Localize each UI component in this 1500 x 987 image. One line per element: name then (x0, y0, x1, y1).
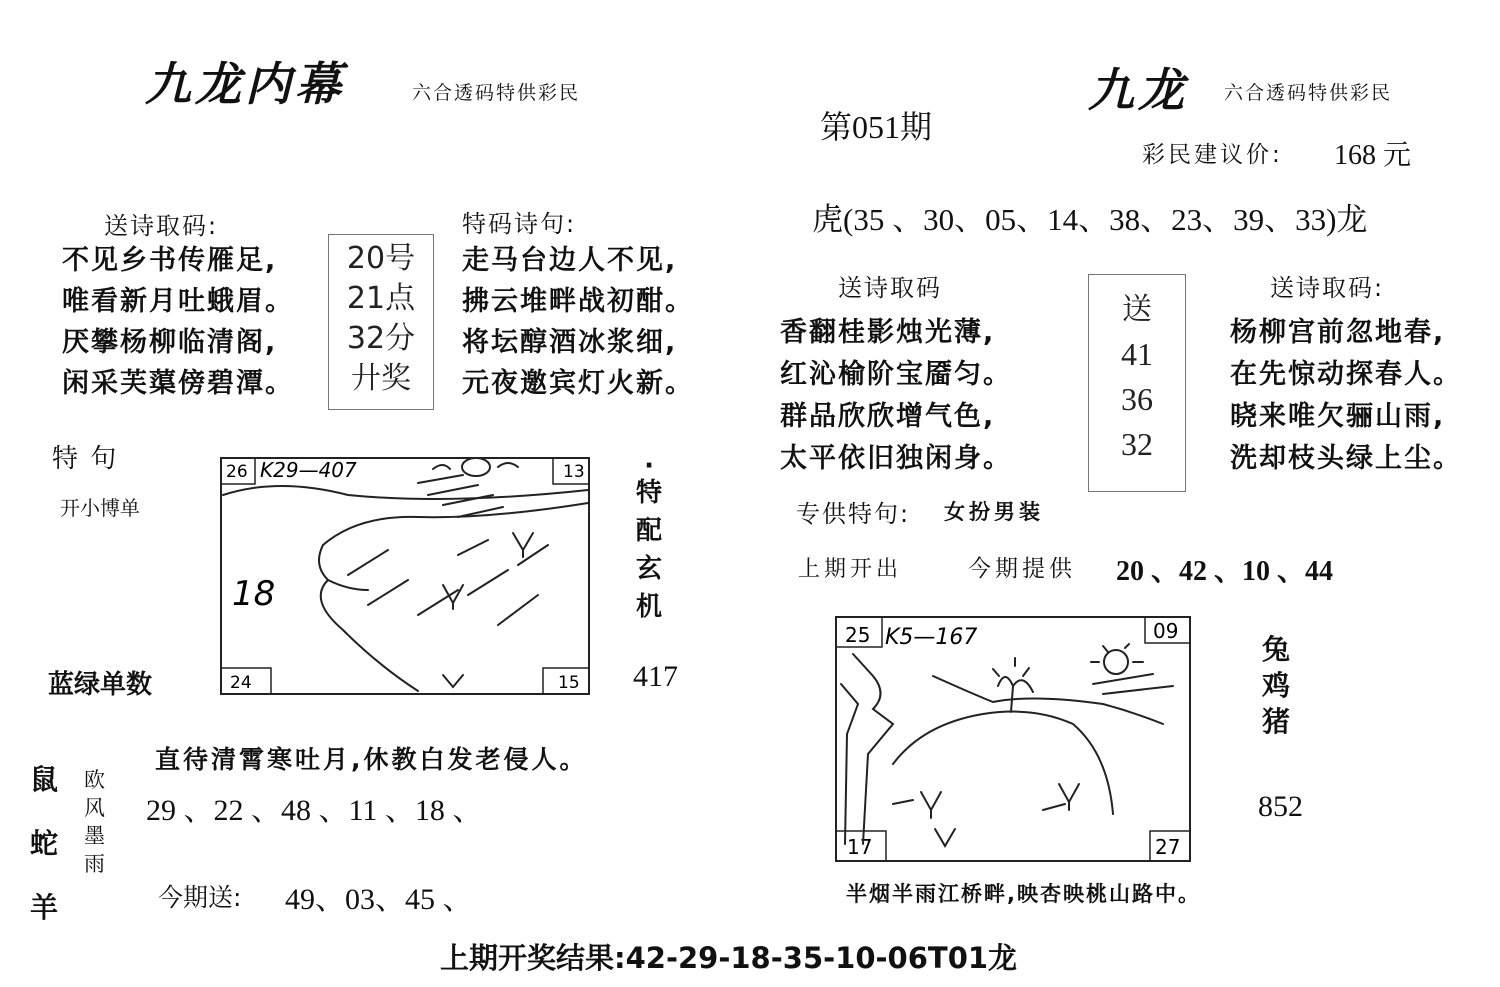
right-title: 九龙 (1088, 63, 1188, 117)
small-vertical (84, 766, 105, 878)
poem-line: 红沁榆阶宝靥匀。 (780, 359, 1012, 390)
right-center-box (1088, 274, 1186, 492)
vertical-char: · (644, 451, 654, 481)
poem-line: 洗却枝头绿上尘。 (1230, 443, 1462, 474)
small-char: 欧 (84, 768, 105, 792)
box-item: 41 (1121, 336, 1153, 372)
vertical-char: 配 (636, 516, 663, 546)
left-poem (62, 240, 294, 404)
poem-line: 香翻桂影烛光薄, (780, 317, 996, 348)
left-special-poem (462, 240, 694, 404)
right-poem-left (780, 312, 1012, 480)
side-label: 蓝绿单数 (48, 670, 153, 700)
right-poem-right (1230, 312, 1462, 480)
zodiac-char: 蛇 (30, 827, 59, 860)
right-side-number: 852 (1258, 790, 1303, 823)
price-label: 彩民建议价: (1142, 142, 1283, 168)
poem-line: 闲采芙蕖傍碧潭。 (62, 368, 294, 399)
provide-numbers: 20 、42 、10 、44 (1116, 556, 1334, 587)
poem-line: 群品欣欣增气色, (780, 401, 996, 432)
right-poem-heading-left: 送诗取码 (838, 274, 942, 302)
right-vertical-text (1262, 632, 1290, 740)
corner-br: 27 (1155, 835, 1181, 859)
issue-number: 第051期 (820, 109, 933, 145)
sketch-strokes (223, 458, 588, 691)
left-special-heading: 特码诗句: (462, 210, 577, 238)
today-label: 今期送: (158, 883, 242, 912)
last-open-label: 上期开出 (798, 557, 903, 582)
left-sketch (218, 455, 592, 697)
poem-line: 唯看新月吐蛾眉。 (62, 286, 294, 317)
vertical-char: 机 (636, 592, 663, 622)
poem-line: 杨柳宫前忽地春, (1230, 317, 1446, 348)
footer-results: 上期开奖结果:42-29-18-35-10-06T01龙 (440, 941, 1018, 975)
corner-tl: 25 (845, 623, 871, 647)
box-item: 20号 (346, 241, 416, 276)
box-item: 36 (1121, 381, 1153, 417)
left-poem-line: 直待清霄寒吐月,休教白发老侵人。 (155, 745, 588, 774)
left-subtitle: 六合透码特供彩民 (412, 82, 581, 104)
right-subtitle: 六合透码特供彩民 (1224, 82, 1393, 104)
sketch-strokes (841, 644, 1173, 846)
provide-label: 今期提供 (968, 556, 1076, 582)
poem-line: 在先惊动探春人。 (1230, 359, 1462, 390)
corner-br: 15 (558, 673, 580, 693)
small-char: 风 (84, 796, 105, 820)
small-char: 墨 (84, 824, 105, 848)
left-title: 九龙内幕 (145, 57, 345, 111)
vertical-char: 猪 (1262, 705, 1291, 738)
corner-bl: 24 (230, 673, 252, 693)
zodiac-char: 鼠 (30, 763, 59, 796)
box-item: 21点 (346, 281, 416, 316)
zodiac-char: 羊 (30, 891, 59, 924)
special-text: 女扮男装 (944, 500, 1044, 524)
zodiac-vertical (30, 748, 58, 940)
right-sketch (833, 614, 1193, 864)
left-poem-heading: 送诗取码: (104, 212, 219, 240)
box-item: 送 (1122, 292, 1152, 327)
sketch-annotation: K29—407 (260, 458, 357, 482)
poem-line: 晓来唯欠骊山雨, (1230, 401, 1446, 432)
poem-line: 走马台边人不见, (462, 245, 678, 276)
small-char: 雨 (84, 852, 105, 876)
te-ju-text: 开小博单 (60, 496, 140, 520)
right-poem-heading-right: 送诗取码: (1270, 274, 1385, 302)
vertical-char: 玄 (636, 554, 663, 584)
special-label: 专供特句: (796, 500, 911, 528)
price-value: 168 元 (1334, 140, 1412, 171)
left-vertical-text (636, 451, 663, 626)
vertical-char: 特 (636, 478, 663, 508)
corner-bl: 17 (847, 835, 873, 859)
box-item: 廾奖 (351, 361, 411, 396)
poem-line: 将坛醇酒冰浆细, (462, 327, 678, 358)
left-side-number: 417 (633, 660, 678, 693)
sketch-annotation: K5—167 (885, 625, 978, 650)
box-item: 32分 (346, 321, 416, 356)
poem-line: 拂云堆畔战初酣。 (462, 286, 694, 317)
poem-line: 太平依旧独闲身。 (780, 443, 1012, 474)
vertical-char: 鸡 (1262, 669, 1291, 702)
poem-line: 不见乡书传雁足, (62, 245, 278, 276)
left-numbers-line: 29 、22 、48 、11 、18 、 (146, 794, 483, 827)
corner-tr: 09 (1153, 619, 1179, 643)
today-numbers: 49、03、45 、 (285, 883, 473, 916)
corner-tr: 13 (563, 462, 585, 482)
poem-line: 元夜邀宾灯火新。 (462, 368, 694, 399)
right-caption: 半烟半雨江桥畔,映杏映桃山路中。 (846, 882, 1201, 906)
vertical-char: 兔 (1262, 633, 1291, 666)
left-center-box (328, 234, 434, 410)
poem-line: 厌攀杨柳临清阁, (62, 327, 278, 358)
te-ju-label: 特 句 (52, 444, 119, 474)
tiger-line: 虎(35 、30、05、14、38、23、39、33)龙 (812, 202, 1368, 237)
sketch-number: 18 (232, 574, 276, 614)
corner-tl: 26 (226, 462, 248, 482)
box-item: 32 (1121, 426, 1153, 462)
